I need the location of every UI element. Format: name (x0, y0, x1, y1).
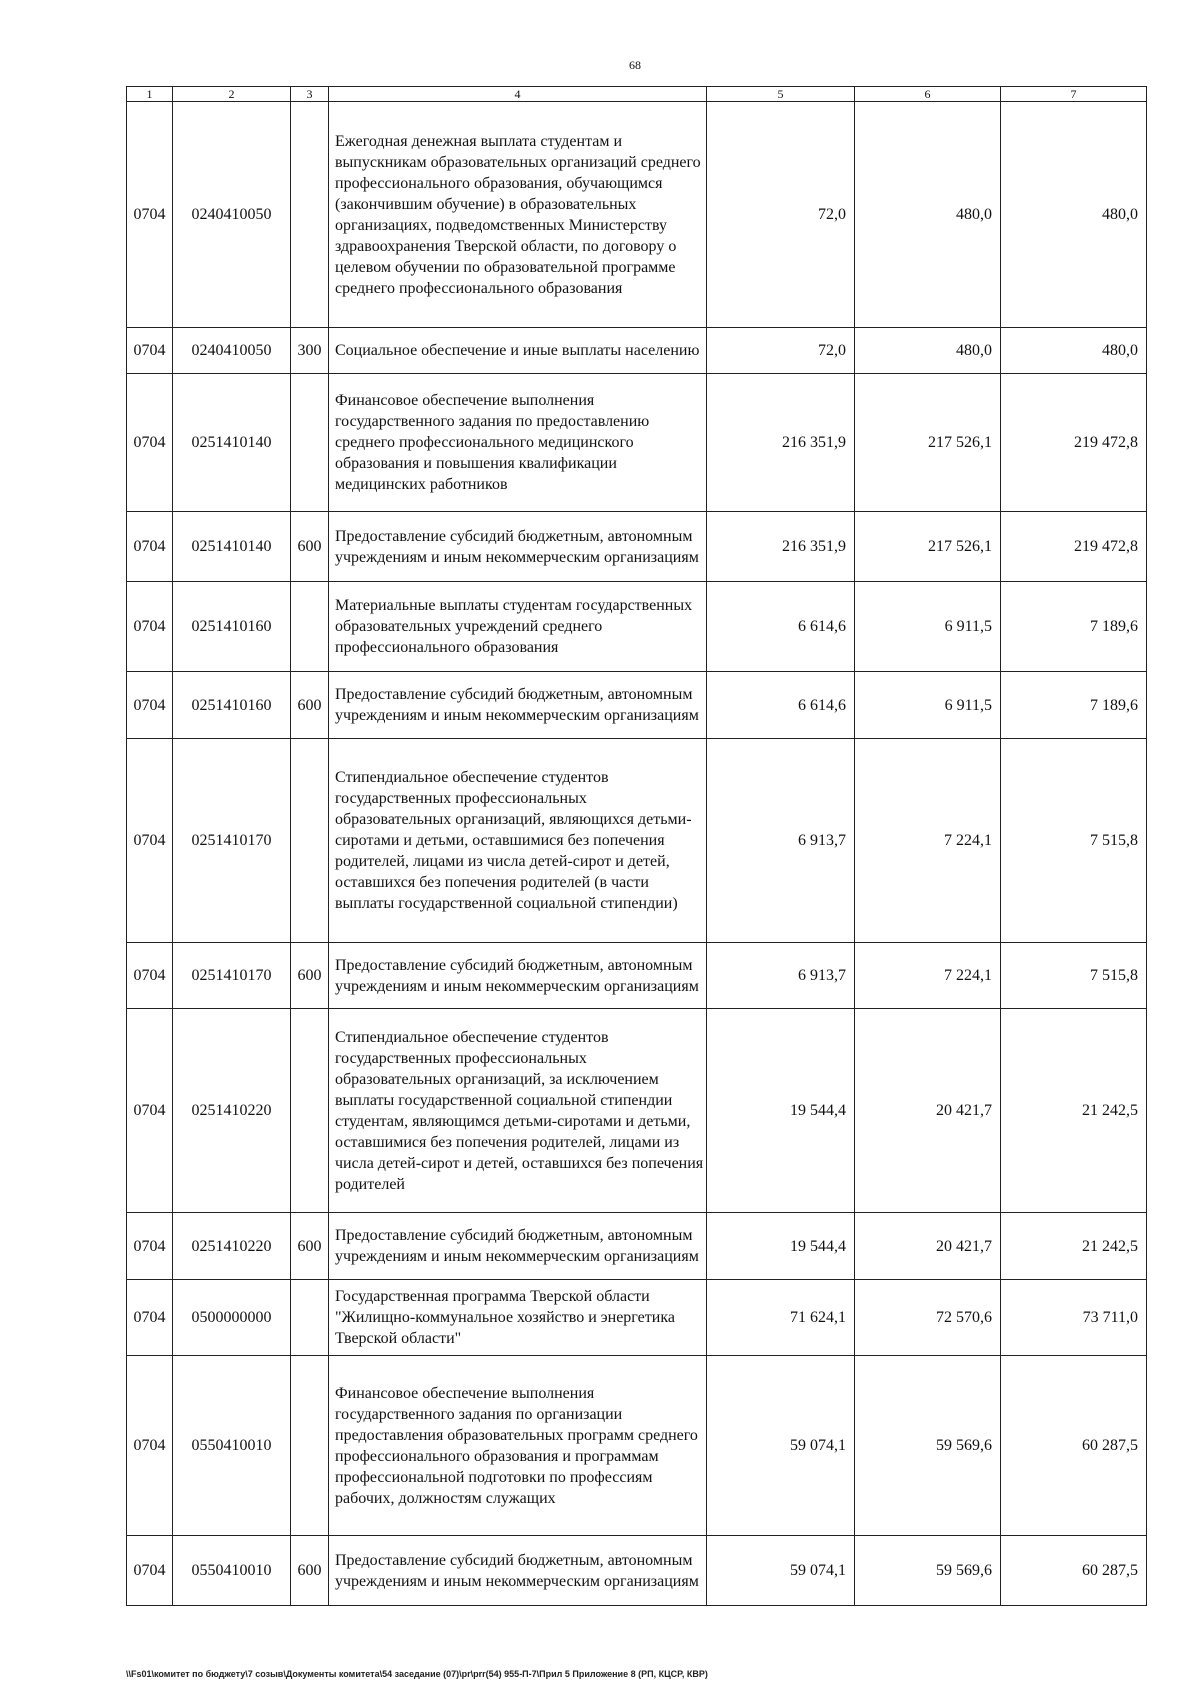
expense-type-code (291, 102, 329, 328)
amount-col5: 72,0 (707, 328, 855, 374)
amount-col7: 60 287,5 (1001, 1356, 1147, 1536)
amount-col6: 59 569,6 (855, 1536, 1001, 1606)
amount-col5: 216 351,9 (707, 374, 855, 512)
table-row (127, 582, 1147, 672)
amount-col7: 219 472,8 (1001, 512, 1147, 582)
amount-col7: 21 242,5 (1001, 1213, 1147, 1280)
amount-col7: 7 515,8 (1001, 943, 1147, 1009)
amount-col5: 6 614,6 (707, 582, 855, 672)
expense-type-code: 600 (291, 1536, 329, 1606)
amount-col5: 19 544,4 (707, 1213, 855, 1280)
target-article-code: 0251410140 (173, 512, 291, 582)
amount-col5: 59 074,1 (707, 1356, 855, 1536)
expense-type-code (291, 582, 329, 672)
amount-col6: 20 421,7 (855, 1009, 1001, 1213)
target-article-code: 0251410160 (173, 672, 291, 739)
page-number: 68 (629, 58, 641, 72)
expense-type-code (291, 1356, 329, 1536)
target-article-code: 0251410220 (173, 1009, 291, 1213)
target-article-code: 0240410050 (173, 102, 291, 328)
amount-col6: 480,0 (855, 328, 1001, 374)
item-name: Ежегодная денежная выплата студентам и выпускникам образовательных организаций среднего профессионального образования, обучающимся (закончившим обучение) в образовательных организациях, подведомственных Министерству здравоохранения Тверской области, по договору о целевом обучении по образовательной программе среднего профессионального образования (329, 102, 707, 328)
table-row (127, 672, 1147, 739)
section-code: 0704 (127, 1280, 173, 1356)
table-row (127, 1356, 1147, 1536)
section-code: 0704 (127, 102, 173, 328)
item-name: Материальные выплаты студентам государственных образовательных учреждений среднего профессионального образования (329, 582, 707, 672)
expense-type-code: 600 (291, 512, 329, 582)
amount-col6: 217 526,1 (855, 374, 1001, 512)
amount-col5: 19 544,4 (707, 1009, 855, 1213)
amount-col6: 7 224,1 (855, 943, 1001, 1009)
section-code: 0704 (127, 374, 173, 512)
target-article-code: 0251410220 (173, 1213, 291, 1280)
section-code: 0704 (127, 582, 173, 672)
amount-col5: 6 614,6 (707, 672, 855, 739)
target-article-code: 0251410170 (173, 739, 291, 943)
item-name: Государственная программа Тверской области "Жилищно-коммунальное хозяйство и энергетика Тверской области" (329, 1280, 707, 1356)
table-row (127, 1213, 1147, 1280)
item-name: Финансовое обеспечение выполнения государственного задания по организации предоставления образовательных программ среднего профессионального образования и программам профессиональной подготовки по профессиям рабочих, должностям служащих (329, 1356, 707, 1536)
amount-col5: 216 351,9 (707, 512, 855, 582)
amount-col5: 59 074,1 (707, 1536, 855, 1606)
target-article-code: 0550410010 (173, 1536, 291, 1606)
item-name: Стипендиальное обеспечение студентов государственных профессиональных образовательных организаций, за исключением выплаты государственной социальной стипендии студентам, являющимся детьми-сиротами и детьми, оставшимися без попечения родителей, лицами из числа детей-сирот и детей, оставшихся без попечения родителей (329, 1009, 707, 1213)
amount-col6: 20 421,7 (855, 1213, 1001, 1280)
amount-col7: 480,0 (1001, 328, 1147, 374)
amount-col7: 60 287,5 (1001, 1536, 1147, 1606)
amount-col6: 72 570,6 (855, 1280, 1001, 1356)
amount-col7: 7 515,8 (1001, 739, 1147, 943)
table-row (127, 102, 1147, 328)
section-code: 0704 (127, 1536, 173, 1606)
section-code: 0704 (127, 672, 173, 739)
amount-col6: 6 911,5 (855, 672, 1001, 739)
expense-type-code: 300 (291, 328, 329, 374)
table-row (127, 374, 1147, 512)
expense-type-code (291, 1280, 329, 1356)
target-article-code: 0500000000 (173, 1280, 291, 1356)
expense-type-code: 600 (291, 943, 329, 1009)
table-row (127, 1280, 1147, 1356)
item-name: Стипендиальное обеспечение студентов государственных профессиональных образовательных организаций, являющихся детьми-сиротами и детьми, оставшимися без попечения родителей, лицами из числа детей-сирот и детей, оставшихся без попечения родителей (в части выплаты государственной социальной стипендии) (329, 739, 707, 943)
col-header-1: 1 (127, 87, 173, 102)
section-code: 0704 (127, 739, 173, 943)
amount-col6: 6 911,5 (855, 582, 1001, 672)
item-name: Предоставление субсидий бюджетным, автономным учреждениям и иным некоммерческим организациям (329, 1213, 707, 1280)
item-name: Предоставление субсидий бюджетным, автономным учреждениям и иным некоммерческим организациям (329, 943, 707, 1009)
col-header-5: 5 (707, 87, 855, 102)
amount-col5: 72,0 (707, 102, 855, 328)
col-header-7: 7 (1001, 87, 1147, 102)
item-name: Предоставление субсидий бюджетным, автономным учреждениям и иным некоммерческим организациям (329, 512, 707, 582)
target-article-code: 0550410010 (173, 1356, 291, 1536)
item-name: Предоставление субсидий бюджетным, автономным учреждениям и иным некоммерческим организациям (329, 672, 707, 739)
amount-col7: 21 242,5 (1001, 1009, 1147, 1213)
header-row (127, 87, 1147, 102)
section-code: 0704 (127, 1213, 173, 1280)
target-article-code: 0240410050 (173, 328, 291, 374)
amount-col7: 7 189,6 (1001, 672, 1147, 739)
col-header-6: 6 (855, 87, 1001, 102)
footer-file-path: \\Fs01\комитет по бюджету\7 созыв\Документы комитета\54 заседание (07)\pr\prr(54) 955-П-7\Прил 5 Приложение 8 (РП, КЦСР, КВР) (126, 1669, 708, 1679)
budget-table (126, 86, 1147, 1606)
section-code: 0704 (127, 1356, 173, 1536)
section-code: 0704 (127, 1009, 173, 1213)
expense-type-code (291, 1009, 329, 1213)
section-code: 0704 (127, 512, 173, 582)
amount-col5: 71 624,1 (707, 1280, 855, 1356)
amount-col7: 73 711,0 (1001, 1280, 1147, 1356)
expense-type-code (291, 739, 329, 943)
col-header-2: 2 (173, 87, 291, 102)
amount-col6: 59 569,6 (855, 1356, 1001, 1536)
amount-col5: 6 913,7 (707, 943, 855, 1009)
amount-col6: 217 526,1 (855, 512, 1001, 582)
table-row (127, 943, 1147, 1009)
expense-type-code: 600 (291, 672, 329, 739)
table-row (127, 1536, 1147, 1606)
table-row (127, 739, 1147, 943)
amount-col7: 7 189,6 (1001, 582, 1147, 672)
amount-col5: 6 913,7 (707, 739, 855, 943)
amount-col7: 219 472,8 (1001, 374, 1147, 512)
section-code: 0704 (127, 943, 173, 1009)
target-article-code: 0251410140 (173, 374, 291, 512)
amount-col6: 7 224,1 (855, 739, 1001, 943)
item-name: Предоставление субсидий бюджетным, автономным учреждениям и иным некоммерческим организациям (329, 1536, 707, 1606)
amount-col6: 480,0 (855, 102, 1001, 328)
table-row (127, 512, 1147, 582)
amount-col7: 480,0 (1001, 102, 1147, 328)
item-name: Социальное обеспечение и иные выплаты населению (329, 328, 707, 374)
col-header-3: 3 (291, 87, 329, 102)
expense-type-code: 600 (291, 1213, 329, 1280)
table-row (127, 1009, 1147, 1213)
target-article-code: 0251410160 (173, 582, 291, 672)
section-code: 0704 (127, 328, 173, 374)
col-header-4: 4 (329, 87, 707, 102)
table-row (127, 328, 1147, 374)
target-article-code: 0251410170 (173, 943, 291, 1009)
item-name: Финансовое обеспечение выполнения государственного задания по предоставлению среднего профессионального медицинского образования и повышения квалификации медицинских работников (329, 374, 707, 512)
expense-type-code (291, 374, 329, 512)
